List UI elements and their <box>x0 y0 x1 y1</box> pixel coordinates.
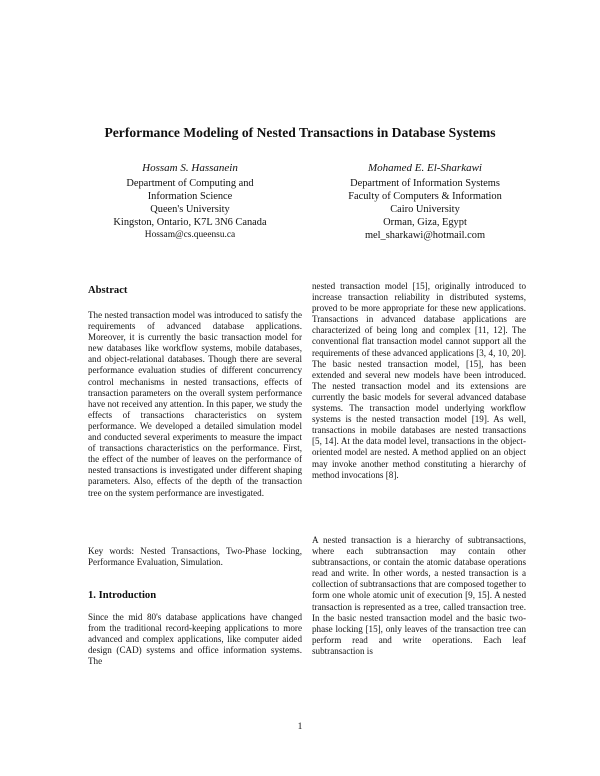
author-affiliation: Department of Information Systems <box>350 178 500 189</box>
introduction-text: Since the mid 80's database applications have changed from the traditional record-keeping applications to more advanced and complex applications, like computer aided design (CAD) systems and office information systems. The <box>88 612 302 667</box>
body-paragraph: nested transaction model [15], originally introduced to increase transaction reliability in distributed systems, proved to be more appropriate for these new applications. Transactions in advanced database applications are characterized of being long and complex [11, 12]. The conventional flat transaction model cannot support all the requirements of these advanced applications [3, 4, 10, 20]. The basic nested transaction model, [15], has been extended and several new models have been introduced. The nested transaction model and its extensions are currently the basic models for several advanced database systems. The transaction model underlying workflow systems is the nested transaction model [19]. As well, transactions in mobile databases are nested transactions [5, 14]. At the data model level, transactions in the object-oriented model are nested. A method applied on an object may invoke another method constituting a hierarchy of method invocations [8]. <box>312 281 526 480</box>
paper-title: Performance Modeling of Nested Transactions in Database Systems <box>104 125 496 140</box>
author-affiliation: Faculty of Computers & Information <box>348 191 502 202</box>
author-email: mel_sharkawi@hotmail.com <box>364 230 486 241</box>
keywords: Key words: Nested Transactions, Two-Phase locking, Performance Evaluation, Simulation. <box>88 546 302 568</box>
author-affiliation: Kingston, Ontario, K7L 3N6 Canada <box>113 217 267 228</box>
body-paragraph: A nested transaction is a hierarchy of subtransactions, where each subtransaction may contain other subtransactions, or contain the atomic database operations read and write. In other words, a nested transaction is a collection of subtransactions that are composed together to form one whole atomic unit of execution [9, 15]. A nested transaction is represented as a tree, called transaction tree. In the basic nested transaction model and the basic two-phase locking [15], only leaves of the transaction tree can perform read and write operations. Each leaf subtransaction is <box>312 535 526 656</box>
author-email: Hossam@cs.queensu.ca <box>144 230 236 240</box>
author-affiliation: Queen's University <box>150 204 230 215</box>
author-block-1 <box>65 162 315 242</box>
author-block-2 <box>300 162 550 242</box>
introduction-heading: 1. Introduction <box>88 590 157 601</box>
author-affiliation: Orman, Giza, Egypt <box>383 217 467 228</box>
abstract-heading: Abstract <box>88 285 128 296</box>
author-affiliation: Cairo University <box>390 204 460 215</box>
author-name: Mohamed E. El-Sharkawi <box>368 162 482 174</box>
author-name: Hossam S. Hassanein <box>142 162 238 174</box>
abstract-text: The nested transaction model was introduced to satisfy the requirements of advanced database applications. Moreover, it is currently the basic transaction model for new databases like workflow systems, mobile databases, and object-relational databases. Though there are several performance evaluation studies of different concurrency control mechanisms in nested transactions, effects of transaction parameters on the overall system performance have not received any attention. In this paper, we study the effects of transactions characteristics on system performance. We developed a detailed simulation model and conducted several experiments to measure the impact of transactions characteristics on the performance. First, the effect of the number of leaves on the performance of nested transactions is investigated under different shaping parameters. Also, effects of the depth of the transaction tree on the system performance are investigated. <box>88 310 302 498</box>
author-affiliation: Department of Computing and <box>126 178 254 189</box>
page-number: 1 <box>297 722 303 732</box>
author-affiliation: Information Science <box>147 191 233 202</box>
